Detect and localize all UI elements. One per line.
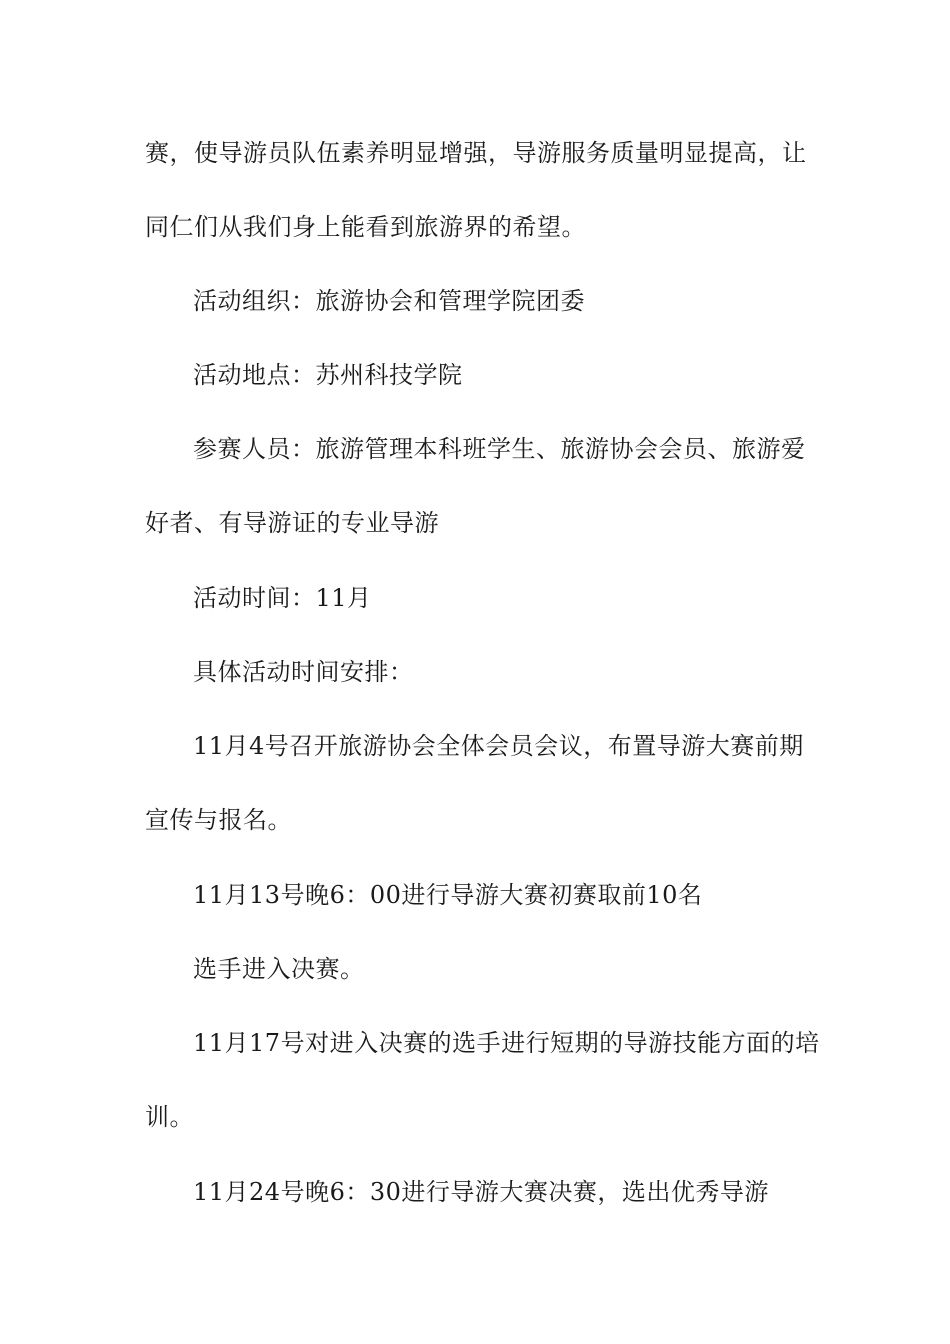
paragraph-line: 11月17号对进入决赛的选手进行短期的导游技能方面的培 bbox=[193, 1029, 820, 1057]
paragraph-line: 11月4号召开旅游协会全体会员会议，布置导游大赛前期 bbox=[193, 732, 804, 760]
paragraph-line: 活动地点：苏州科技学院 bbox=[193, 361, 463, 389]
paragraph-line: 11月13号晚6：00进行导游大赛初赛取前10名 bbox=[193, 881, 703, 909]
paragraph-line: 活动组织：旅游协会和管理学院团委 bbox=[193, 287, 585, 315]
paragraph-line: 赛，使导游员队伍素养明显增强，导游服务质量明显提高，让 bbox=[145, 139, 807, 167]
paragraph-line: 训。 bbox=[145, 1103, 194, 1131]
paragraph-line: 同仁们从我们身上能看到旅游界的希望。 bbox=[145, 213, 586, 241]
paragraph-line: 宣传与报名。 bbox=[145, 806, 292, 834]
paragraph-line: 选手进入决赛。 bbox=[193, 955, 365, 983]
paragraph-line: 参赛人员：旅游管理本科班学生、旅游协会会员、旅游爱 bbox=[193, 435, 806, 463]
paragraph-line: 活动时间：11月 bbox=[193, 584, 372, 612]
paragraph-line: 具体活动时间安排： bbox=[193, 658, 414, 686]
paragraph-line: 好者、有导游证的专业导游 bbox=[145, 509, 439, 537]
paragraph-line: 11月24号晚6：30进行导游大赛决赛，选出优秀导游 bbox=[193, 1178, 769, 1206]
